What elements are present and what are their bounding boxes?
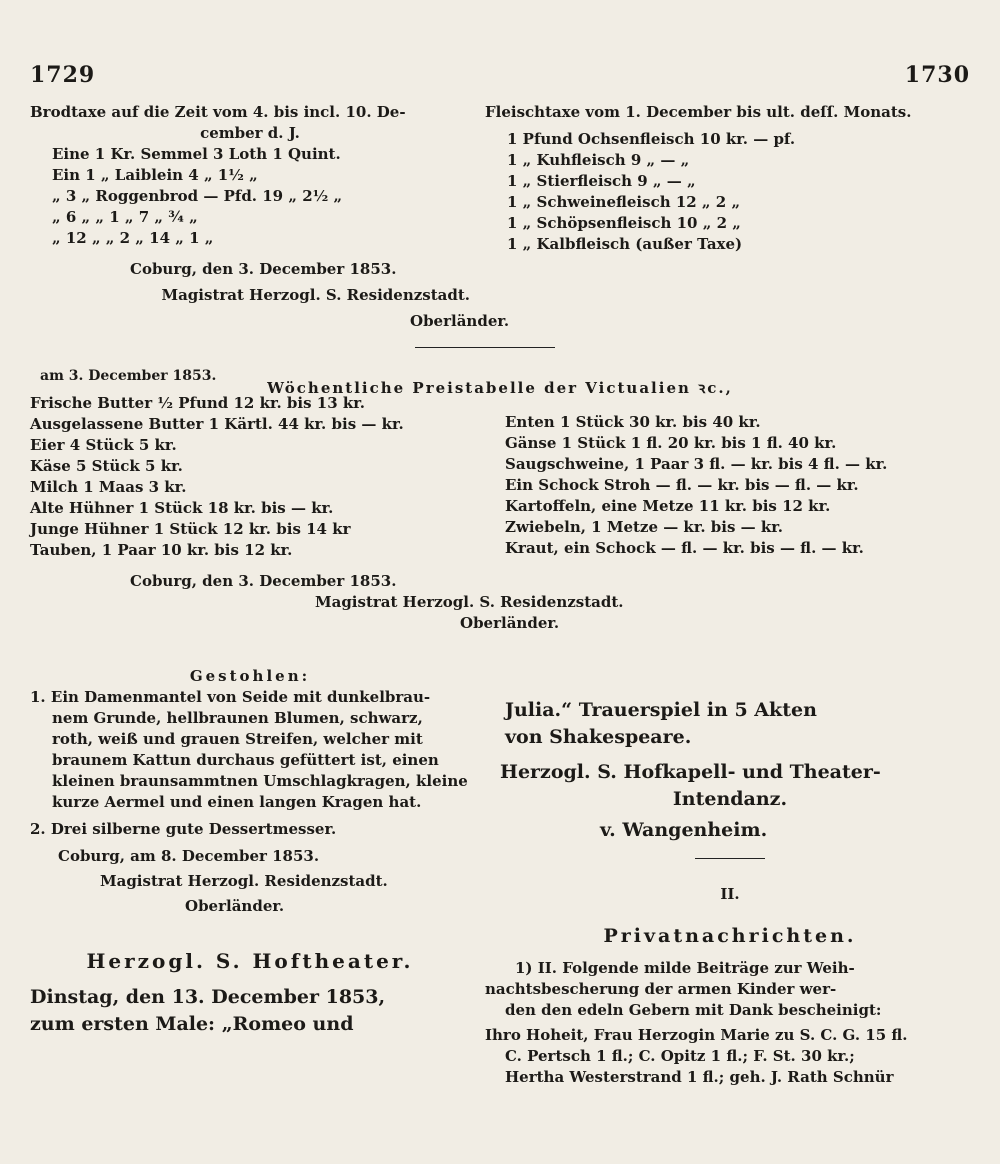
weekly-signature: Magistrat Herzogl. S. Residenzstadt.: [315, 593, 624, 611]
brod-title: Brodtaxe auf die Zeit vom 4. bis incl. 10. De-: [30, 103, 406, 121]
weekly-row: Tauben, 1 Paar 10 kr. bis 12 kr.: [30, 541, 293, 559]
donation-line: Ihro Hoheit, Frau Herzogin Marie zu S. C. G. 15 fl.: [485, 1026, 908, 1044]
weekly-row: Frische Butter ½ Pfund 12 kr. bis 13 kr.: [30, 394, 366, 412]
theater-play-line: zum ersten Male: „Romeo und: [30, 1013, 354, 1035]
weekly2-row: Kartoffeln, eine Metze 11 kr. bis 12 kr.: [505, 497, 831, 515]
theater-date-line: Dinstag, den 13. December 1853,: [30, 986, 386, 1008]
weekly2-row: Saugschweine, 1 Paar 3 fl. — kr. bis 4 fl. — kr.: [505, 455, 888, 473]
stolen-item-line: nem Grunde, hellbraunen Blumen, schwarz,: [52, 709, 423, 727]
weekly-row: Milch 1 Maas 3 kr.: [30, 478, 187, 496]
stolen-item-line: kurze Aermel und einen langen Kragen hat.: [52, 793, 422, 811]
brod-row: Eine 1 Kr. Semmel 3 Loth 1 Quint.: [52, 145, 341, 163]
stolen-signature: Magistrat Herzogl. Residenzstadt.: [100, 872, 388, 890]
stolen-signatory: Oberländer.: [185, 897, 285, 915]
weekly-signatory: Oberländer.: [460, 614, 560, 632]
gestohlen-title: Gestohlen:: [189, 667, 311, 685]
donation-line: den den edeln Gebern mit Dank bescheinigt:: [505, 1001, 882, 1019]
brod-row: „ 6 „ „ 1 „ 7 „ ¾ „: [52, 208, 198, 226]
shakespeare-line: von Shakespeare.: [505, 726, 692, 748]
weekly-row: Käse 5 Stück 5 kr.: [30, 457, 183, 475]
weekly-row: Alte Hühner 1 Stück 18 kr. bis — kr.: [30, 499, 334, 517]
preistabelle-title: Wöchentliche Preistabelle der Victualien ꝛc.,: [267, 379, 733, 397]
stolen-item-line: braunem Kattun durchaus gefüttert ist, einen: [52, 751, 439, 769]
intendanz-line: Herzogl. S. Hofkapell- und Theater-: [500, 761, 881, 783]
weekly-row: Ausgelassene Butter 1 Kärtl. 44 kr. bis — kr.: [30, 415, 404, 433]
fleisch-row: 1 „ Kuhfleisch 9 „ — „: [507, 151, 690, 169]
fleisch-row: 1 Pfund Ochsenfleisch 10 kr. — pf.: [507, 130, 796, 148]
weekly-row: Eier 4 Stück 5 kr.: [30, 436, 177, 454]
stolen-item-line: 1. Ein Damenmantel von Seide mit dunkelbrau-: [30, 688, 431, 706]
stolen-item-line: roth, weiß und grauen Streifen, welcher mit: [52, 730, 423, 748]
stolen-item-2: 2. Drei silberne gute Dessertmesser.: [30, 820, 337, 838]
weekly2-row: Zwiebeln, 1 Metze — kr. bis — kr.: [505, 518, 784, 536]
right-column: [485, 102, 975, 1088]
donation-line: nachtsbescherung der armen Kinder wer-: [485, 980, 837, 998]
donation-line: 1) II. Folgende milde Beiträge zur Weih-: [515, 959, 855, 977]
brod-row: Ein 1 „ Laiblein 4 „ 1½ „: [52, 166, 258, 184]
hoftheater-title: Herzogl. S. Hoftheater.: [86, 949, 414, 973]
brod-signature: Magistrat Herzogl. S. Residenzstadt.: [161, 286, 470, 304]
wangenheim-signature: v. Wangenheim.: [600, 819, 768, 841]
fleisch-row: 1 „ Schweinefleisch 12 „ 2 „: [507, 193, 741, 211]
preistabelle-date: am 3. December 1853.: [40, 368, 217, 384]
section-number: II.: [720, 885, 740, 903]
page-number-right: 1730: [904, 62, 970, 88]
brod-signatory: Oberländer.: [410, 312, 510, 330]
intendanz-cont: Intendanz.: [672, 788, 788, 810]
fleisch-row: 1 „ Kalbfleisch (außer Taxe): [507, 235, 743, 253]
weekly2-row: Enten 1 Stück 30 kr. bis 40 kr.: [505, 413, 761, 431]
brod-row: „ 3 „ Roggenbrod — Pfd. 19 „ 2½ „: [52, 187, 343, 205]
brod-place-date: Coburg, den 3. December 1853.: [130, 260, 397, 278]
weekly-place-date: Coburg, den 3. December 1853.: [130, 572, 397, 590]
separator-rule-short: [695, 858, 765, 859]
weekly-row: Junge Hühner 1 Stück 12 kr. bis 14 kr: [30, 520, 351, 538]
donation-line: Hertha Westerstrand 1 fl.; geh. J. Rath Schnür: [505, 1068, 894, 1086]
fleischtaxe-title: Fleischtaxe vom 1. December bis ult. deſſ. Monats.: [485, 103, 912, 121]
stolen-place-date: Coburg, am 8. December 1853.: [58, 847, 320, 865]
privatnachrichten-title: Privatnachrichten.: [603, 925, 857, 947]
julia-title-line: Julia.“ Trauerspiel in 5 Akten: [505, 699, 817, 721]
separator-rule: [415, 347, 555, 348]
brod-title-cont: cember d. J.: [200, 124, 300, 142]
weekly2-row: Gänse 1 Stück 1 fl. 20 kr. bis 1 fl. 40 kr.: [505, 434, 837, 452]
weekly2-row: Ein Schock Stroh — fl. — kr. bis — fl. — kr.: [505, 476, 859, 494]
fleisch-row: 1 „ Schöpsenfleisch 10 „ 2 „: [507, 214, 741, 232]
weekly2-row: Kraut, ein Schock — fl. — kr. bis — fl. — kr.: [505, 539, 864, 557]
brod-row: „ 12 „ „ 2 „ 14 „ 1 „: [52, 229, 214, 247]
page-number-left: 1729: [30, 62, 96, 88]
donation-line: C. Pertsch 1 fl.; C. Opitz 1 fl.; F. St. 30 kr.;: [505, 1047, 855, 1065]
stolen-item-line: kleinen braunsammtnen Umschlagkragen, kleine: [52, 772, 468, 790]
fleisch-row: 1 „ Stierfleisch 9 „ — „: [507, 172, 696, 190]
